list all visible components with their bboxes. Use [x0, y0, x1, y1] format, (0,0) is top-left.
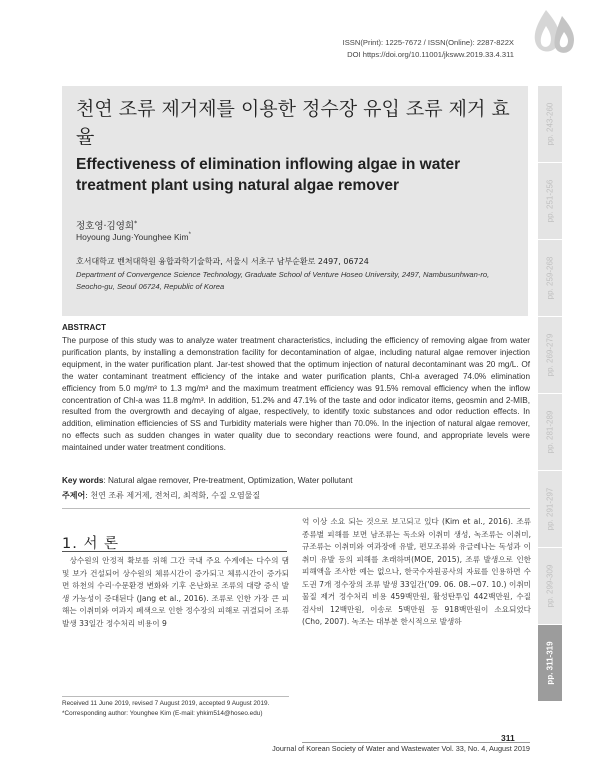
title-english: Effectiveness of elimination inflowing algae in water treatment plant using natural algae remover: [76, 156, 461, 194]
paragraph: 상수원의 안정적 확보를 위해 그간 국내 주요 수계에는 다수의 댐 및 보가 건설되어 상수원의 체류시간이 증가되고 체류시간이 증가되면 하천의 수리·수문환경 변화와 기후 온난화로 조류의 대량 증식 발생 가능성이 증대된다 (Jang et al., 2016). 조류로 인한 가장 큰 피해는 이취미와 여과지 폐색으로 인한 정수장의 피해로 귀결되어 조류발생 33일간 정수처리 비용이 9: [62, 556, 289, 628]
authors-english: Hoyoung Jung·Younghee Kim*: [76, 232, 191, 242]
corresponding-mark: *: [134, 219, 138, 227]
section-rule: [62, 551, 287, 552]
page-tab-251-256[interactable]: pp. 251-256: [538, 163, 562, 239]
footnote-rule: [62, 696, 289, 697]
footer-rule: [302, 742, 530, 743]
body-column-right: [302, 516, 531, 629]
abstract-heading: ABSTRACT: [62, 323, 106, 332]
footnote-received: Received 11 June 2019, revised 7 August 2019, accepted 9 August 2019.: [62, 700, 270, 707]
authors-korean: 정호영·김영희*: [76, 219, 138, 232]
page-tab-299-309[interactable]: pp. 299-309: [538, 548, 562, 624]
footnote-corresponding-author: *Corresponding author: Younghee Kim (E-mail: yhkim514@hoseo.edu): [62, 710, 263, 717]
journal-citation: Journal of Korean Society of Water and Wastewater Vol. 33, No. 4, August 2019: [272, 744, 530, 753]
keywords-korean: 주제어: 천연 조류 제거제, 전처리, 최적화, 수질 오염물질: [62, 491, 261, 500]
affiliation-korean: 호서대학교 벤처대학원 융합과학기술학과, 서울시 서초구 남부순환로 2497, 06724: [76, 257, 369, 266]
page-tab-311-319-active[interactable]: pp. 311-319: [538, 625, 562, 701]
paragraph: 억 이상 소요 되는 것으로 보고되고 있다 (Kim et al., 2016). 조류 종류별 피해를 보면 남조류는 독소와 이취미 생성, 녹조류는 이취미, 규조류는 이취미와 여과장애 유발, 편모조류와 유글레나는 독성과 이취미 유발 등의 피해를 초래하며(MOE, 2015), 조류 발생으로 인한 피해액을 조사한 예는 없으나, 한국수자원공사의 자료를 인용하면 수도권 7개 정수장의 조류 발생 33일간('09. 06. 08.~07. 10.) 이취미 물질 제거 정수처리 비용 459백만원, 활성탄투입 442백만원, 수질 검사비 12백만원, 이송로 5백만원 등 918백만원이 소요되었다 (Cho, 2007). 녹조는 대부분 한시적으로 발생하: [302, 517, 531, 626]
page-tab-269-279[interactable]: pp. 269-279: [538, 317, 562, 393]
page-number: 311: [501, 733, 515, 743]
abstract-text: The purpose of this study was to analyze water treatment characteristics, including the efficiency of removing algae from water purification plants, by installing a demonstration facility for decontamination of algae, including natural algae remover injection equipment, in the water purification plant. Jar-test showed that the optimum injection of natural decontaminant was 20 mg/L. Of the water contaminant treatment efficiency of the intake and water purification plants, Chl-a averaged 74.0% elimination efficiency from 5.0 mg/m³ to 1.3 mg/m³ and the maximum treatment efficiency was 91.5% removal efficiency when the inflow concentration of Chl-a was 11.8 mg/m³. In addition, 51.2% and 47.1% of the taste and odor indicator items, geosmin and 2-MIB, resulted from the overgrowth and decaying of algae, respectively, to identify toxic substances and odor reduction effects. In addition, elimination efficiencies of SS and Turbidity materials were higher than 70.0%. In the injection of natural algae remover, no effects such as sudden changes in water quality due to secondary reactions were found, and appropriate levels were maintained under water treatment conditions.: [62, 336, 530, 453]
page-tab-259-268[interactable]: pp. 259-268: [538, 240, 562, 316]
page-tab-291-297[interactable]: pp. 291-297: [538, 471, 562, 547]
page-tab-243-260[interactable]: pp. 243-260: [538, 86, 562, 162]
page-tab-281-289[interactable]: pp. 281-289: [538, 394, 562, 470]
keywords-english: Key words: Natural algae remover, Pre-treatment, Optimization, Water pollutant: [62, 476, 353, 485]
divider: [62, 508, 530, 509]
journal-logo-icon: [528, 6, 586, 58]
issn-line: ISSN(Print): 1225-7672 / ISSN(Online): 2287-822X: [342, 38, 514, 47]
affiliation-english: Department of Convergence Science Technology, Graduate School of Venture Hoseo University, 2497, Nambusunhwan-ro, Seocho-gu, Seoul 06724, Republic of Korea: [76, 270, 490, 291]
title-korean: 천연 조류 제거제를 이용한 정수장 유입 조류 제거 효율: [76, 98, 510, 148]
body-column-left: [62, 555, 289, 630]
section-title-introduction: 1. 서 론: [62, 536, 120, 552]
doi-link[interactable]: DOI https://doi.org/10.11001/jksww.2019.33.4.311: [347, 50, 514, 59]
